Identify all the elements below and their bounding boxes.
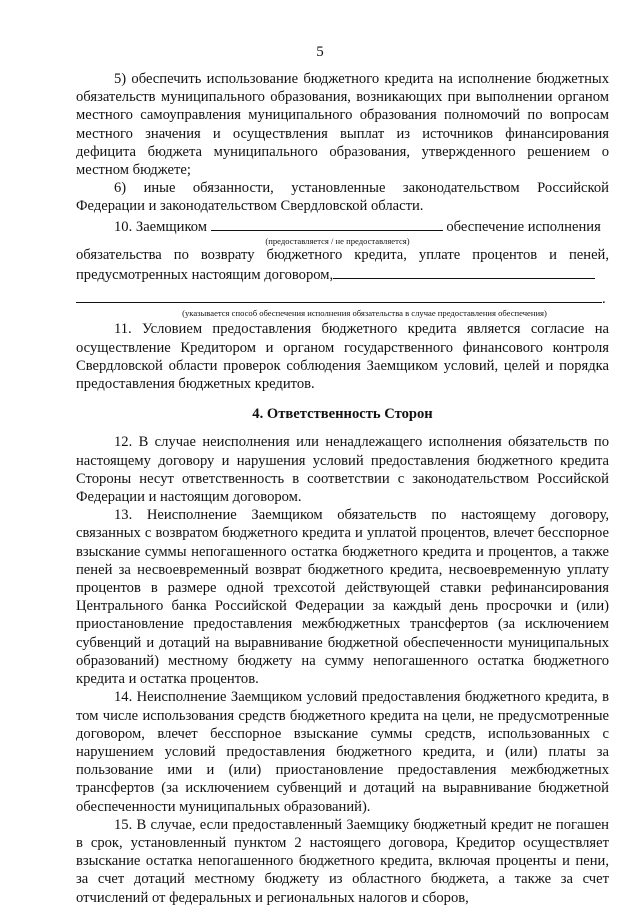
clause-15: 15. В случае, если предоставленный Заемщику бюджетный кредит не погашен в срок, установленный пунктом 2 настоящего договора, Кредитор осуществляет взыскание остатка непогашенного бюджетного кредита, включая проценты и пени, за счет дотаций местному бюджету из областного бюджета, а также за счет отчислений от федеральных и региональных налогов и сборов, [76,816,609,906]
clause-10-line-3-text: предусмотренных настоящим договором, [76,267,334,284]
clause-10-hint-2: (указывается способ обеспечения исполнения обязательства в случае предоставления обеспечения) [182,308,547,319]
clause-10-line-4 [76,288,609,308]
clause-10-start: 10. Заемщиком [114,218,208,235]
clause-13: 13. Неисполнение Заемщиком обязательств по настоящему договору, связанных с возвратом бюджетного кредита и уплатой процентов, влечет бесспорное взыскание суммы непогашенного остатка бюджетного кредита и процентов, а также пеней за несвоевременный возврат бюджетного кредита, несвоевременную уплату процентов в размере одной трехсотой действующей ставки рефинансирования Центрального банка Российской Федерации за каждый день просрочки и (или) приостановление предоставления межбюджетных трансфертов (за исключением субвенций и дотаций на выравнивание бюджетной обеспеченности муниципальных образований) местному бюджету на сумму непогашенного остатка бюджетного кредита и остатка процентов. [76,507,609,688]
clause-10-line-4-end: . [602,291,606,308]
clause-10-end: обеспечение исполнения [446,218,601,235]
page-number: 5 [316,44,324,60]
clause-12: 12. В случае неисполнения или ненадлежащего исполнения обязательств по настоящему договору и нарушения условий предоставления бюджетного кредита Стороны несут ответственность в соответствии с законодательством Российской Федерации и настоящим договором. [76,434,609,506]
clause-6: 6) иные обязанности, установленные законодательством Российской Федерации и законодательством Свердловской области. [76,180,609,215]
section-4-title: 4. Ответственность Сторон [252,406,433,423]
clause-10-line-4-blank [76,288,602,303]
clause-10-line-3 [76,264,609,284]
clause-10-line-2: обязательства по возврату бюджетного кредита, уплате процентов и пеней, [76,246,609,263]
clause-10-line-3-blank [333,264,595,279]
clause-10-line-1 [76,216,609,236]
clause-10-hint: (предоставляется / не предоставляется) [265,235,410,246]
clause-10-blank-field [211,216,443,231]
clause-5: 5) обеспечить использование бюджетного кредита на исполнение бюджетных обязательств муниципального образования, возникающих при выполнении органом местного самоуправления муниципального образования полномочий по вопросам местного значения и осуществления выплат из источников финансирования дефицита бюджета муниципального образования, утвержденного решением о местном бюджете; [76,71,609,179]
document-body [76,70,609,907]
clause-14: 14. Неисполнение Заемщиком условий предоставления бюджетного кредита, в том числе использования средств бюджетного кредита на цели, не предусмотренные договором, влечет бесспорное взыскание суммы средств, использованных с нарушением условий предоставления бюджетного кредита, и (или) платы за пользование ими и (или) приостановление предоставления межбюджетных трансфертов (за исключением субвенций и дотаций на выравнивание бюджетной обеспеченности муниципальных образований). [76,689,609,815]
clause-11: 11. Условием предоставления бюджетного кредита является согласие на осуществление Кредитором и органом государственного финансового контроля Свердловской области проверок соблюдения Заемщиком условий, целей и порядка предоставления бюджетных кредитов. [76,321,609,393]
